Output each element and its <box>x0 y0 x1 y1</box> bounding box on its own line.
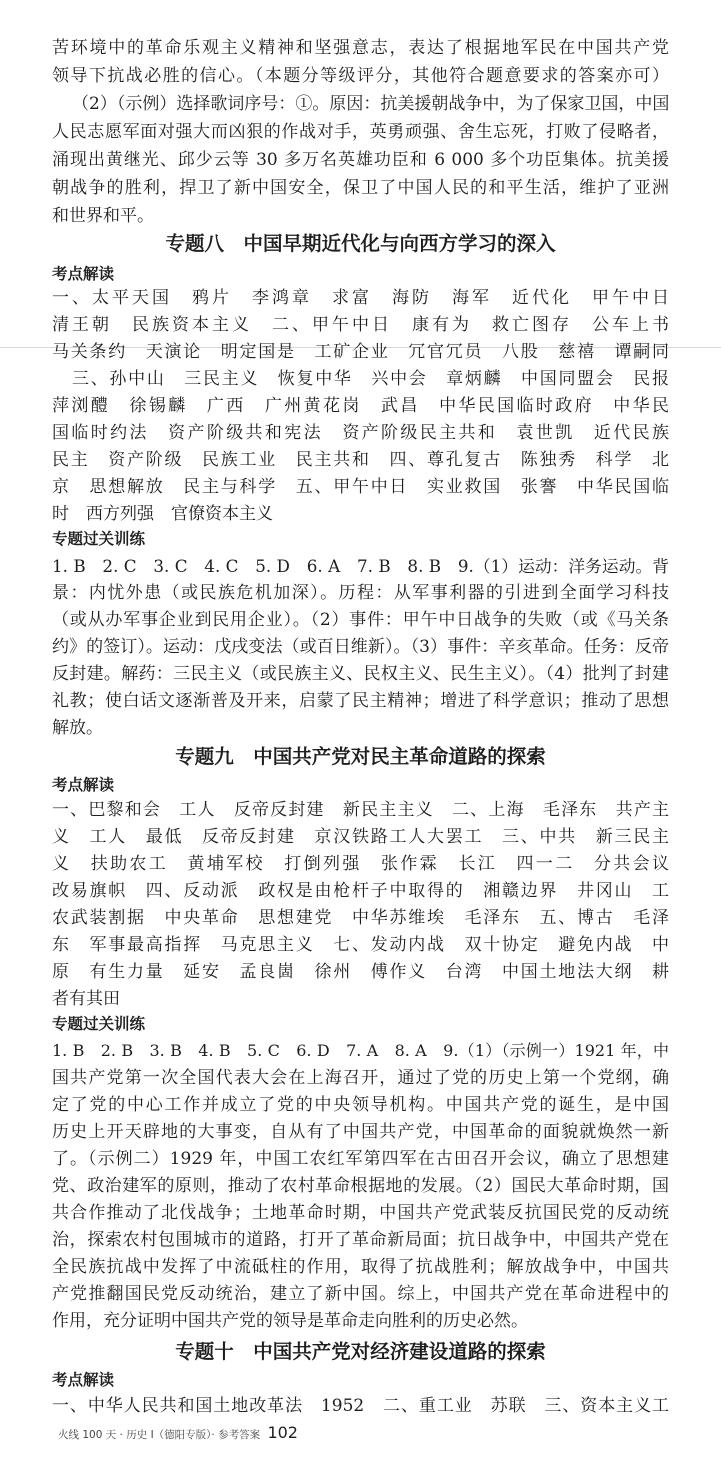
text-line: （2）（示例）选择歌词序号：①。原因：抗美援朝战争中，为了保家卫国，中国 <box>72 94 670 114</box>
text-line: 原 有生力量 延安 孟良崮 徐州 傅作义 台湾 中国土地法大纲 耕 <box>52 962 669 982</box>
subsection-label: 专题过关训练 <box>52 1015 146 1033</box>
text-line: 1. B 2. B 3. B 4. B 5. C 6. D 7. A 8. A 9.（1）（示例一）1921 年，中 <box>52 1041 669 1060</box>
text-line: 产党推翻国民党反动统治，建立了新中国。综上，中国共产党在革命进程中的 <box>52 1284 669 1304</box>
text-line: 定了党的中心工作并成立了党的中央领导机构。中国共产党的诞生，是中国 <box>52 1095 669 1115</box>
text-line: 涌现出黄继光、邱少云等 30 多万名英雄功臣和 6 000 多个功臣集体。抗美援 <box>52 150 669 170</box>
text-line: 全民族抗战中发挥了中流砥柱的作用，取得了抗战胜利；解放战争中，中国共 <box>52 1257 669 1277</box>
text-line: 和世界和平。 <box>52 206 154 226</box>
subsection-label: 考点解读 <box>52 265 115 283</box>
text-line: 一、中华人民共和国土地改革法 1952 二、重工业 苏联 三、资本主义工 <box>52 1396 669 1416</box>
text-line: 东 军事最高指挥 马克思主义 七、发动内战 双十协定 避免内战 中 <box>52 935 669 955</box>
subsection-label: 专题过关训练 <box>52 530 146 548</box>
text-line: 者有其田 <box>52 989 120 1009</box>
text-line: 三、孙中山 三民主义 恢复中华 兴中会 章炳麟 中国同盟会 民报 <box>72 369 669 389</box>
text-line: 景：内忧外患（或民族危机加深）。历程：从军事利器的引进到全面学习科技 <box>52 583 669 603</box>
text-line: 清王朝 民族资本主义 二、甲午中日 康有为 救亡图存 公车上书 <box>52 315 669 335</box>
text-line: 农武装割据 中央革命 思想建党 中华苏维埃 毛泽东 五、博古 毛泽 <box>52 908 669 928</box>
text-line: 国临时约法 资产阶级共和宪法 资产阶级民主共和 袁世凯 近代民族 <box>52 423 669 443</box>
text-line: 历史上开天辟地的大事变，自从有了中国共产党，中国革命的面貌就焕然一新 <box>52 1122 669 1142</box>
text-line: 1. B 2. C 3. C 4. C 5. D 6. A 7. B 8. B 9.（1）运动：洋务运动。背 <box>52 556 669 576</box>
text-line: 民主 资产阶级 民族工业 民主共和 四、尊孔复古 陈独秀 科学 北 <box>52 450 669 470</box>
text-line: 共合作推动了北伐战争；土地革命时期，中国共产党武装反抗国民党的反动统 <box>52 1203 669 1223</box>
footer-source: 火线 100 天 · 历史 Ⅰ（德阳专版）· 参考答案 <box>58 1429 261 1441</box>
text-line: 党、政治建军的原则，推动了农村革命根据地的发展。（2）国民大革命时期，国 <box>52 1176 669 1196</box>
text-line: 约》的签订）。运动：戊戌变法（或百日维新）。（3）事件：辛亥革命。任务：反帝 <box>52 637 669 657</box>
subsection-label: 考点解读 <box>52 776 115 794</box>
section-heading: 专题八 中国早期近代化与向西方学习的深入 <box>165 232 556 255</box>
text-line: 反封建。解药：三民主义（或民族主义、民权主义、民生主义）。（4）批判了封建 <box>52 664 669 684</box>
section-heading: 专题九 中国共产党对民主革命道路的探索 <box>175 745 546 768</box>
text-line: 人民志愿军面对强大而凶狠的作战对手，英勇顽强、舍生忘死，打败了侵略者， <box>52 122 669 142</box>
section-heading: 专题十 中国共产党对经济建设道路的探索 <box>175 1340 546 1363</box>
text-line: 萍浏醴 徐锡麟 广西 广州黄花岗 武昌 中华民国临时政府 中华民 <box>52 396 669 416</box>
text-line: 治，探索农村包围城市的道路，打开了革命新局面；抗日战争中，中国共产党在 <box>52 1230 669 1250</box>
text-line: 一、巴黎和会 工人 反帝反封建 新民主主义 二、上海 毛泽东 共产主 <box>52 800 669 820</box>
text-line: （或从办军事企业到民用企业）。（2）事件：甲午中日战争的失败（或《马关条 <box>52 610 669 630</box>
text-line: 苦环境中的革命乐观主义精神和坚强意志，表达了根据地军民在中国共产党 <box>52 38 669 58</box>
text-line: 国共产党第一次全国代表大会在上海召开，通过了党的历史上第一个党纲，确 <box>52 1068 669 1088</box>
text-line: 时 西方列强 官僚资本主义 <box>52 504 273 524</box>
text-line: 京 思想解放 民主与科学 五、甲午中日 实业救国 张謇 中华民国临 <box>52 477 669 497</box>
text-line: 解放。 <box>52 718 103 738</box>
text-line: 一、太平天国 鸦片 李鸿章 求富 海防 海军 近代化 甲午中日 <box>52 288 669 308</box>
text-line: 义 扶助农工 黄埔军校 打倒列强 张作霖 长江 四一二 分共会议 <box>52 854 669 874</box>
text-line: 改易旗帜 四、反动派 政权是由枪杆子中取得的 湘赣边界 井冈山 工 <box>52 881 669 901</box>
text-line: 礼教；使白话文逐渐普及开来，启蒙了民主精神；增进了科学意识；推动了思想 <box>52 691 669 711</box>
text-line: 了。（示例二）1929 年，中国工农红军第四军在古田召开会议，确立了思想建 <box>52 1149 669 1169</box>
text-line: 作用，充分证明中国共产党的领导是革命走向胜利的历史必然。 <box>52 1311 528 1331</box>
text-line: 义 工人 最低 反帝反封建 京汉铁路工人大罢工 三、中共 新三民主 <box>52 827 669 847</box>
text-line: 马关条约 天演论 明定国是 工矿企业 冗官冗员 八股 慈禧 谭嗣同 <box>52 342 669 362</box>
page-number: 102 <box>267 1423 298 1442</box>
subsection-label: 考点解读 <box>52 1371 115 1389</box>
text-line: 领导下抗战必胜的信心。（本题分等级评分，其他符合题意要求的答案亦可） <box>52 66 669 86</box>
page-footer <box>58 1422 298 1444</box>
text-line: 朝战争的胜利，捍卫了新中国安全，保卫了中国人民的和平生活，维护了亚洲 <box>52 178 669 198</box>
